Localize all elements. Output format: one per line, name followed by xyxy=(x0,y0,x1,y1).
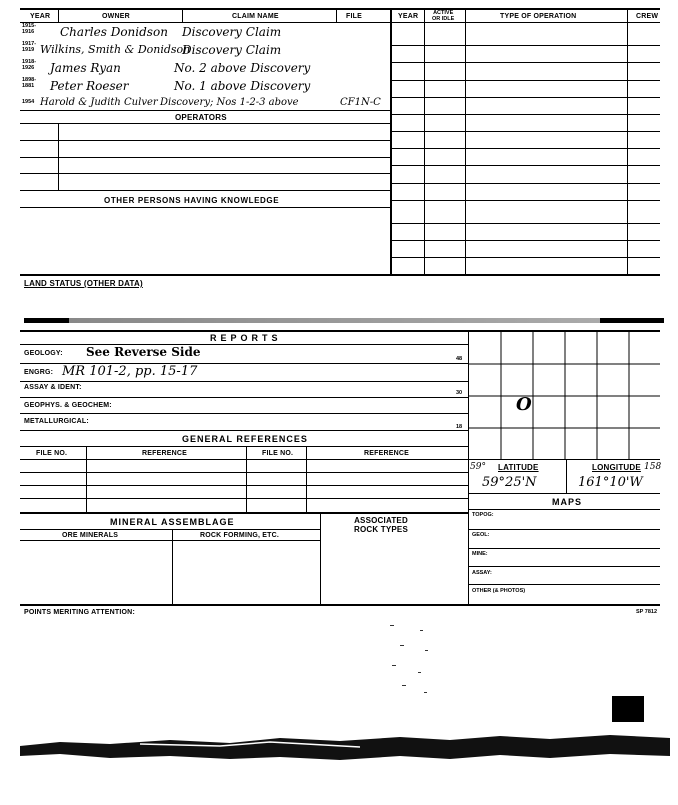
geology-label: GEOLOGY: xyxy=(24,350,63,357)
row-rule xyxy=(392,114,660,115)
claim-name: Discovery; Nos 1-2-3 above xyxy=(160,97,299,108)
col-divider xyxy=(58,123,59,190)
claim-year: 1954 xyxy=(22,99,35,105)
scan-blot xyxy=(612,696,644,722)
ref-col-reference2: REFERENCE xyxy=(364,450,409,457)
row-rule xyxy=(468,493,660,494)
reports-title: REPORTS xyxy=(210,333,282,343)
row-rule xyxy=(392,257,660,258)
row-rule xyxy=(20,430,468,431)
row-rule xyxy=(392,62,660,63)
assay-map-label: ASSAY: xyxy=(472,570,492,576)
op-header-year: YEAR xyxy=(398,13,419,20)
claim-year: 1915- 1916 xyxy=(22,23,37,35)
row-rule xyxy=(20,604,660,606)
location-grid xyxy=(469,332,660,459)
topog-label: TOPOG: xyxy=(472,512,494,518)
claim-year: 1917- 1919 xyxy=(22,41,37,53)
row-rule xyxy=(20,446,468,447)
row-rule xyxy=(392,223,660,224)
claim-file: CF1N-C xyxy=(340,97,381,108)
row-rule xyxy=(392,183,660,184)
scale-48: 48 xyxy=(456,356,463,362)
ref-col-reference: REFERENCE xyxy=(142,450,187,457)
scale-18: 18 xyxy=(456,424,463,430)
row-rule xyxy=(392,131,660,132)
col-divider xyxy=(58,10,59,22)
other-photos-label: OTHER (& PHOTOS) xyxy=(472,588,526,594)
header-owner: OWNER xyxy=(102,13,130,20)
land-status-label: LAND STATUS (OTHER DATA) xyxy=(24,279,143,288)
row-rule xyxy=(392,165,660,166)
row-rule xyxy=(392,80,660,81)
latitude-label: LATITUDE xyxy=(498,463,539,472)
col-divider xyxy=(246,446,247,512)
claims-rows xyxy=(20,23,390,123)
row-rule xyxy=(20,207,390,208)
noise-svg xyxy=(20,732,670,762)
col-divider xyxy=(172,529,173,604)
rock-forming-label: ROCK FORMING, ETC. xyxy=(200,532,280,539)
scan-noise-band xyxy=(20,732,670,762)
row-rule xyxy=(468,584,660,585)
row-rule xyxy=(468,529,660,530)
claim-owner: Wilkins, Smith & Donidson xyxy=(40,43,191,56)
col-divider xyxy=(86,446,87,512)
row-rule xyxy=(392,148,660,149)
row-rule xyxy=(468,509,660,510)
ore-minerals-label: ORE MINERALS xyxy=(62,532,119,539)
row-rule xyxy=(20,413,468,414)
claim-year: 1898- 1881 xyxy=(22,77,37,89)
scan-dots xyxy=(380,620,440,700)
other-persons-label: OTHER PERSONS HAVING KNOWLEDGE xyxy=(104,196,280,205)
associated-rock-types: ASSOCIATED ROCK TYPES xyxy=(354,516,409,534)
grid-mark: O xyxy=(516,394,532,415)
row-rule xyxy=(20,540,320,541)
header-file: FILE xyxy=(346,13,362,20)
col-divider xyxy=(465,10,466,274)
form-number: SP 7812 xyxy=(636,609,658,615)
ref-col-file2: FILE NO. xyxy=(262,450,294,457)
header-year: YEAR xyxy=(30,13,51,20)
points-meriting-label: POINTS MERITING ATTENTION: xyxy=(24,609,135,616)
scale-30: 30 xyxy=(456,390,463,396)
grid-svg xyxy=(469,332,660,459)
row-rule xyxy=(20,459,468,460)
row-rule xyxy=(20,110,390,111)
top-border xyxy=(20,8,660,10)
longitude-label: LONGITUDE xyxy=(592,463,641,472)
header-claim-name: CLAIM NAME xyxy=(232,13,279,20)
row-rule xyxy=(20,498,468,499)
longitude-value: 161°10'W xyxy=(578,475,643,490)
col-divider xyxy=(320,514,321,604)
geology-value: See Reverse Side xyxy=(86,345,201,359)
row-rule xyxy=(468,548,660,549)
ref-col-file: FILE NO. xyxy=(36,450,68,457)
row-rule xyxy=(20,157,390,158)
header-rule-right xyxy=(392,22,660,23)
op-header-crew: CREW xyxy=(636,13,659,20)
row-rule xyxy=(20,512,468,514)
section-bottom-rule xyxy=(20,274,660,276)
mine-label: MINE: xyxy=(472,551,488,557)
scan-band xyxy=(24,318,664,323)
col-divider xyxy=(424,10,425,274)
claim-year: 1918- 1926 xyxy=(22,59,37,71)
row-rule xyxy=(20,381,468,382)
row-rule xyxy=(20,485,468,486)
row-rule xyxy=(20,173,390,174)
geol-label: GEOL: xyxy=(472,532,490,538)
section-divider xyxy=(390,8,392,274)
col-divider xyxy=(182,10,183,22)
row-rule xyxy=(392,240,660,241)
claim-owner: James Ryan xyxy=(50,61,121,75)
row-rule xyxy=(20,123,390,124)
claim-owner: Peter Roeser xyxy=(50,79,129,93)
latitude-value: 59°25'N xyxy=(482,475,537,490)
engrg-label: ENGRG: xyxy=(24,369,54,376)
op-header-active: ACTIVE OR IDLE xyxy=(432,10,455,22)
engrg-value: MR 101-2, pp. 15-17 xyxy=(62,364,198,379)
row-rule xyxy=(20,529,320,530)
row-rule xyxy=(468,459,660,460)
col-divider xyxy=(306,446,307,512)
row-rule xyxy=(20,140,390,141)
row-rule xyxy=(468,566,660,567)
operators-label: OPERATORS xyxy=(175,113,227,122)
op-header-type: TYPE OF OPERATION xyxy=(500,13,577,20)
row-rule xyxy=(20,472,468,473)
mineral-assemblage-title: MINERAL ASSEMBLAGE xyxy=(110,517,235,527)
col-divider xyxy=(566,459,567,493)
lon-suffix: 158 xyxy=(644,462,662,472)
claim-owner: Harold & Judith Culver xyxy=(40,97,158,108)
claim-name: Discovery Claim xyxy=(182,25,282,39)
col-divider xyxy=(336,10,337,22)
row-rule xyxy=(392,97,660,98)
row-rule xyxy=(392,200,660,201)
general-references-title: GENERAL REFERENCES xyxy=(182,434,308,444)
col-divider xyxy=(627,10,628,274)
row-rule xyxy=(392,45,660,46)
metallurgical-label: METALLURGICAL: xyxy=(24,418,89,425)
row-rule xyxy=(20,190,390,191)
maps-label: MAPS xyxy=(552,497,583,507)
claim-name: No. 1 above Discovery xyxy=(174,79,311,93)
lat-prefix: 59° xyxy=(470,462,486,472)
dots-svg xyxy=(380,620,440,700)
row-rule xyxy=(20,397,468,398)
claim-name: Discovery Claim xyxy=(182,43,282,57)
geophys-label: GEOPHYS. & GEOCHEM: xyxy=(24,402,112,409)
claim-name: No. 2 above Discovery xyxy=(174,61,311,75)
claim-owner: Charles Donidson xyxy=(60,25,168,39)
assay-label: ASSAY & IDENT: xyxy=(24,384,82,391)
